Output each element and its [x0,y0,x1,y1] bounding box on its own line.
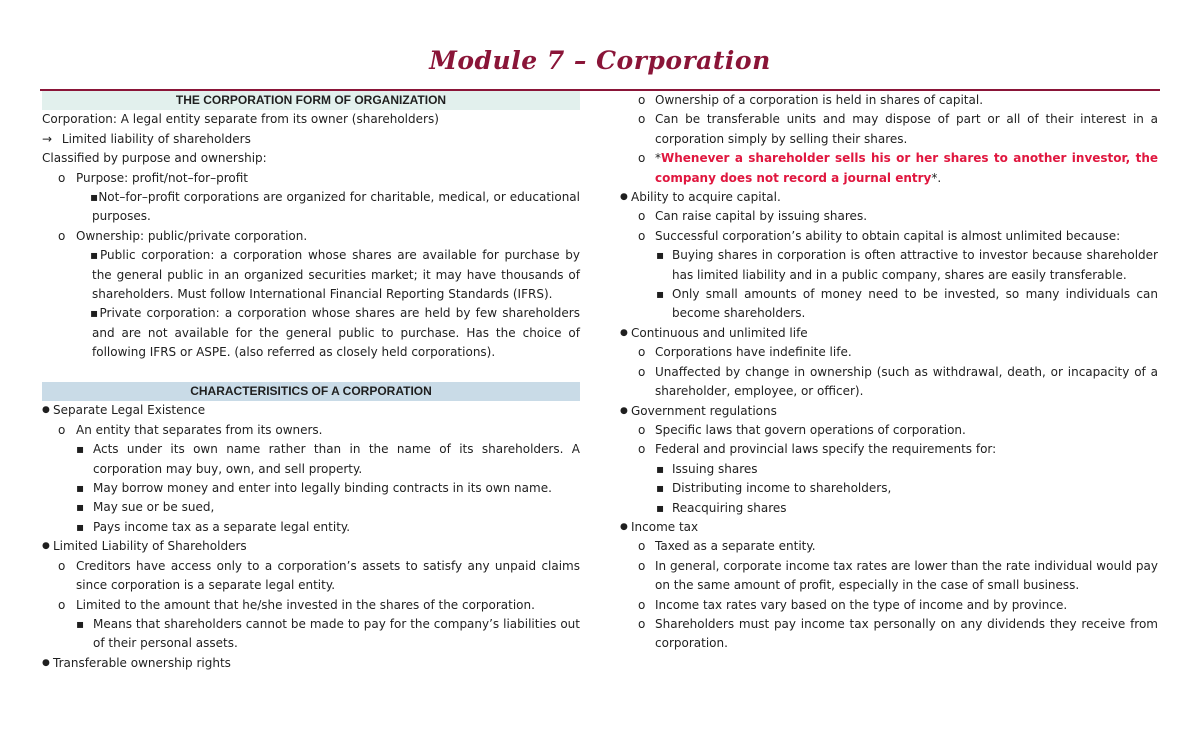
borrow-text: May borrow money and enter into legally binding contracts in its own name. [93,481,552,496]
dot-bullet-icon: ● [42,541,50,552]
journal-suffix: *. [931,170,942,185]
purpose-text: Purpose: profit/not–for–profit [76,170,248,185]
income-tax-item [620,518,1158,537]
private-corporation-item: ▪Private corporation: a corporation whose shares are held by few shareholders and are not available for the general public to purchase. Has the choice of following IFRS or ASPE. (also referred as closely held corporations). [90,306,580,360]
indefinite-text: Corporations have indefinite life. [655,345,852,360]
limited-liability-line [42,130,580,149]
square-bullet-icon: ▪ [656,461,665,476]
square-bullet-icon: ▪ [76,481,85,496]
sue-item [42,498,580,517]
can-transfer-item [620,110,1158,149]
transferable-item [42,654,580,673]
limited-liability-text: Limited liability of shareholders [61,131,251,146]
square-bullet-icon: ▪ [76,500,85,515]
government-item [620,402,1158,421]
unaffected-text: Unaffected by change in ownership (such as withdrawal, death, or incapacity of a shareholder, employee, or officer). [655,364,1158,399]
federal-item [620,440,1158,459]
can-transfer-text: Can be transferable units and may dispose of part or all of their interest in a corporation simply by selling their shares. [655,112,1158,146]
entity-separates-item [42,421,580,440]
arrow-icon: → [42,131,53,146]
journal-highlight: Whenever a shareholder sells his or her shares to another investor, the company does not record a journal entry [655,151,1158,185]
held-in-shares-item [620,91,1158,110]
square-bullet-icon: ▪ [76,519,85,534]
pays-tax-item [42,518,580,537]
classified-line: Classified by purpose and ownership: [42,151,267,166]
raise-capital-item [620,207,1158,226]
acts-own-name-text: Acts under its own name rather than in the name of its shareholders. A corporation may buy, own, and sell property. [93,442,580,476]
continuous-text: Continuous and unlimited life [631,325,808,340]
raise-capital-text: Can raise capital by issuing shares. [655,209,868,224]
dot-bullet-icon: ● [620,327,628,338]
square-bullet-icon: ▪ [656,287,665,302]
dot-bullet-icon: ● [620,405,628,416]
circle-bullet-icon: o [58,422,66,437]
buying-text: Buying shares in corporation is often attractive to investor because shareholder has limited liability and in a public company, shares are easily transferable. [672,248,1158,282]
buying-item [620,246,1158,285]
reacquiring-item [620,499,1158,518]
means-item [42,615,580,654]
square-bullet-icon: ▪ [656,500,665,515]
not-for-profit-item: ▪Not–for–profit corporations are organized for charitable, medical, or educational purposes. [90,190,580,224]
separate-legal-item [42,401,580,420]
acquire-capital-item [620,188,1158,207]
specific-laws-item [620,421,1158,440]
circle-bullet-icon: o [638,442,646,457]
journal-prefix: * [655,151,661,166]
circle-bullet-icon: o [58,597,66,612]
dot-bullet-icon: ● [42,657,50,668]
circle-bullet-icon: o [58,558,66,573]
transferable-text: Transferable ownership rights [53,655,231,670]
creditors-item [42,557,580,596]
held-in-shares-text: Ownership of a corporation is held in shares of capital. [655,93,984,107]
unaffected-item [620,363,1158,402]
means-text: Means that shareholders cannot be made to pay for the company’s liabilities out of their personal assets. [93,616,580,651]
limited-amount-text: Limited to the amount that he/she invested in the shares of the corporation. [76,597,535,612]
square-bullet-icon: ▪ [656,481,665,496]
rates-vary-item [620,596,1158,615]
distributing-item [620,479,1158,498]
purpose-item [42,169,580,188]
dot-bullet-icon: ● [620,521,628,532]
circle-bullet-icon: o [58,170,66,185]
in-general-item [620,557,1158,596]
limited-liability-sh-text: Limited Liability of Shareholders [53,539,247,554]
circle-bullet-icon: o [638,558,646,573]
rates-vary-text: Income tax rates vary based on the type of income and by province. [655,597,1068,612]
square-bullet-icon: ▪ [656,248,665,263]
borrow-item [42,479,580,498]
circle-bullet-icon: o [638,209,646,224]
definition-line: Corporation: A legal entity separate from its owner (shareholders) [42,112,439,127]
creditors-text: Creditors have access only to a corporation’s assets to satisfy any unpaid claims since corporation is a separate legal entity. [76,558,580,593]
square-bullet-icon: ▪ [76,442,85,457]
indefinite-item [620,343,1158,362]
limited-amount-item [42,596,580,615]
ownership-text: Ownership: public/private corporation. [76,228,308,243]
successful-text: Successful corporation’s ability to obtain capital is almost unlimited because: [655,228,1121,243]
dot-bullet-icon: ● [620,192,628,203]
circle-bullet-icon: o [638,228,646,243]
page-title: Module 7 – Corporation [429,46,771,75]
shareholders-pay-text: Shareholders must pay income tax personally on any dividends they receive from corporation. [655,616,1158,651]
spacer [42,363,580,382]
circle-bullet-icon: o [638,422,646,437]
taxed-item [620,537,1158,556]
limited-liability-sh-item [42,537,580,556]
in-general-text: In general, corporate income tax rates are lower than the rate individual would pay on the same amount of profit, especially in the case of small business. [655,558,1158,593]
circle-bullet-icon: o [638,539,646,554]
circle-bullet-icon: o [58,228,66,243]
shareholders-pay-item [620,615,1158,654]
government-text: Government regulations [631,403,777,418]
federal-text: Federal and provincial laws specify the requirements for: [655,442,997,457]
small-amounts-text: Only small amounts of money need to be invested, so many individuals can become shareholders. [672,287,1158,321]
taxed-text: Taxed as a separate entity. [655,539,816,554]
ownership-item [42,227,580,246]
journal-entry-item [620,149,1158,188]
sue-text: May sue or be sued, [93,500,215,515]
circle-bullet-icon: o [638,151,646,166]
circle-bullet-icon: o [638,345,646,360]
pays-tax-text: Pays income tax as a separate legal entity. [93,519,351,534]
circle-bullet-icon: o [638,112,646,127]
circle-bullet-icon: o [638,93,646,107]
square-bullet-icon: ▪ [76,616,85,631]
acts-own-name-item [42,440,580,479]
circle-bullet-icon: o [638,616,646,631]
circle-bullet-icon: o [638,597,646,612]
issuing-item [620,460,1158,479]
small-amounts-item [620,285,1158,324]
section-heading-corporation-form: THE CORPORATION FORM OF ORGANIZATION [42,91,580,110]
dot-bullet-icon: ● [42,405,50,416]
entity-separates-text: An entity that separates from its owners. [76,422,323,437]
left-column [42,91,580,673]
separate-legal-text: Separate Legal Existence [53,403,206,418]
successful-item [620,227,1158,246]
specific-laws-text: Specific laws that govern operations of corporation. [655,422,966,437]
reacquiring-text: Reacquiring shares [672,500,787,515]
right-column [620,91,1158,654]
section-heading-characteristics: CHARACTERISITICS OF A CORPORATION [42,382,580,401]
continuous-item [620,324,1158,343]
circle-bullet-icon: o [638,364,646,379]
income-tax-text: Income tax [631,519,699,534]
issuing-text: Issuing shares [672,461,758,476]
distributing-text: Distributing income to shareholders, [672,481,892,496]
acquire-capital-text: Ability to acquire capital. [631,190,781,205]
public-corporation-item: ▪Public corporation: a corporation whose shares are available for purchase by the general public in an organized securities market; it may have thousands of shareholders. Must follow International Financial Reporting Standards (IFRS). [90,248,580,302]
